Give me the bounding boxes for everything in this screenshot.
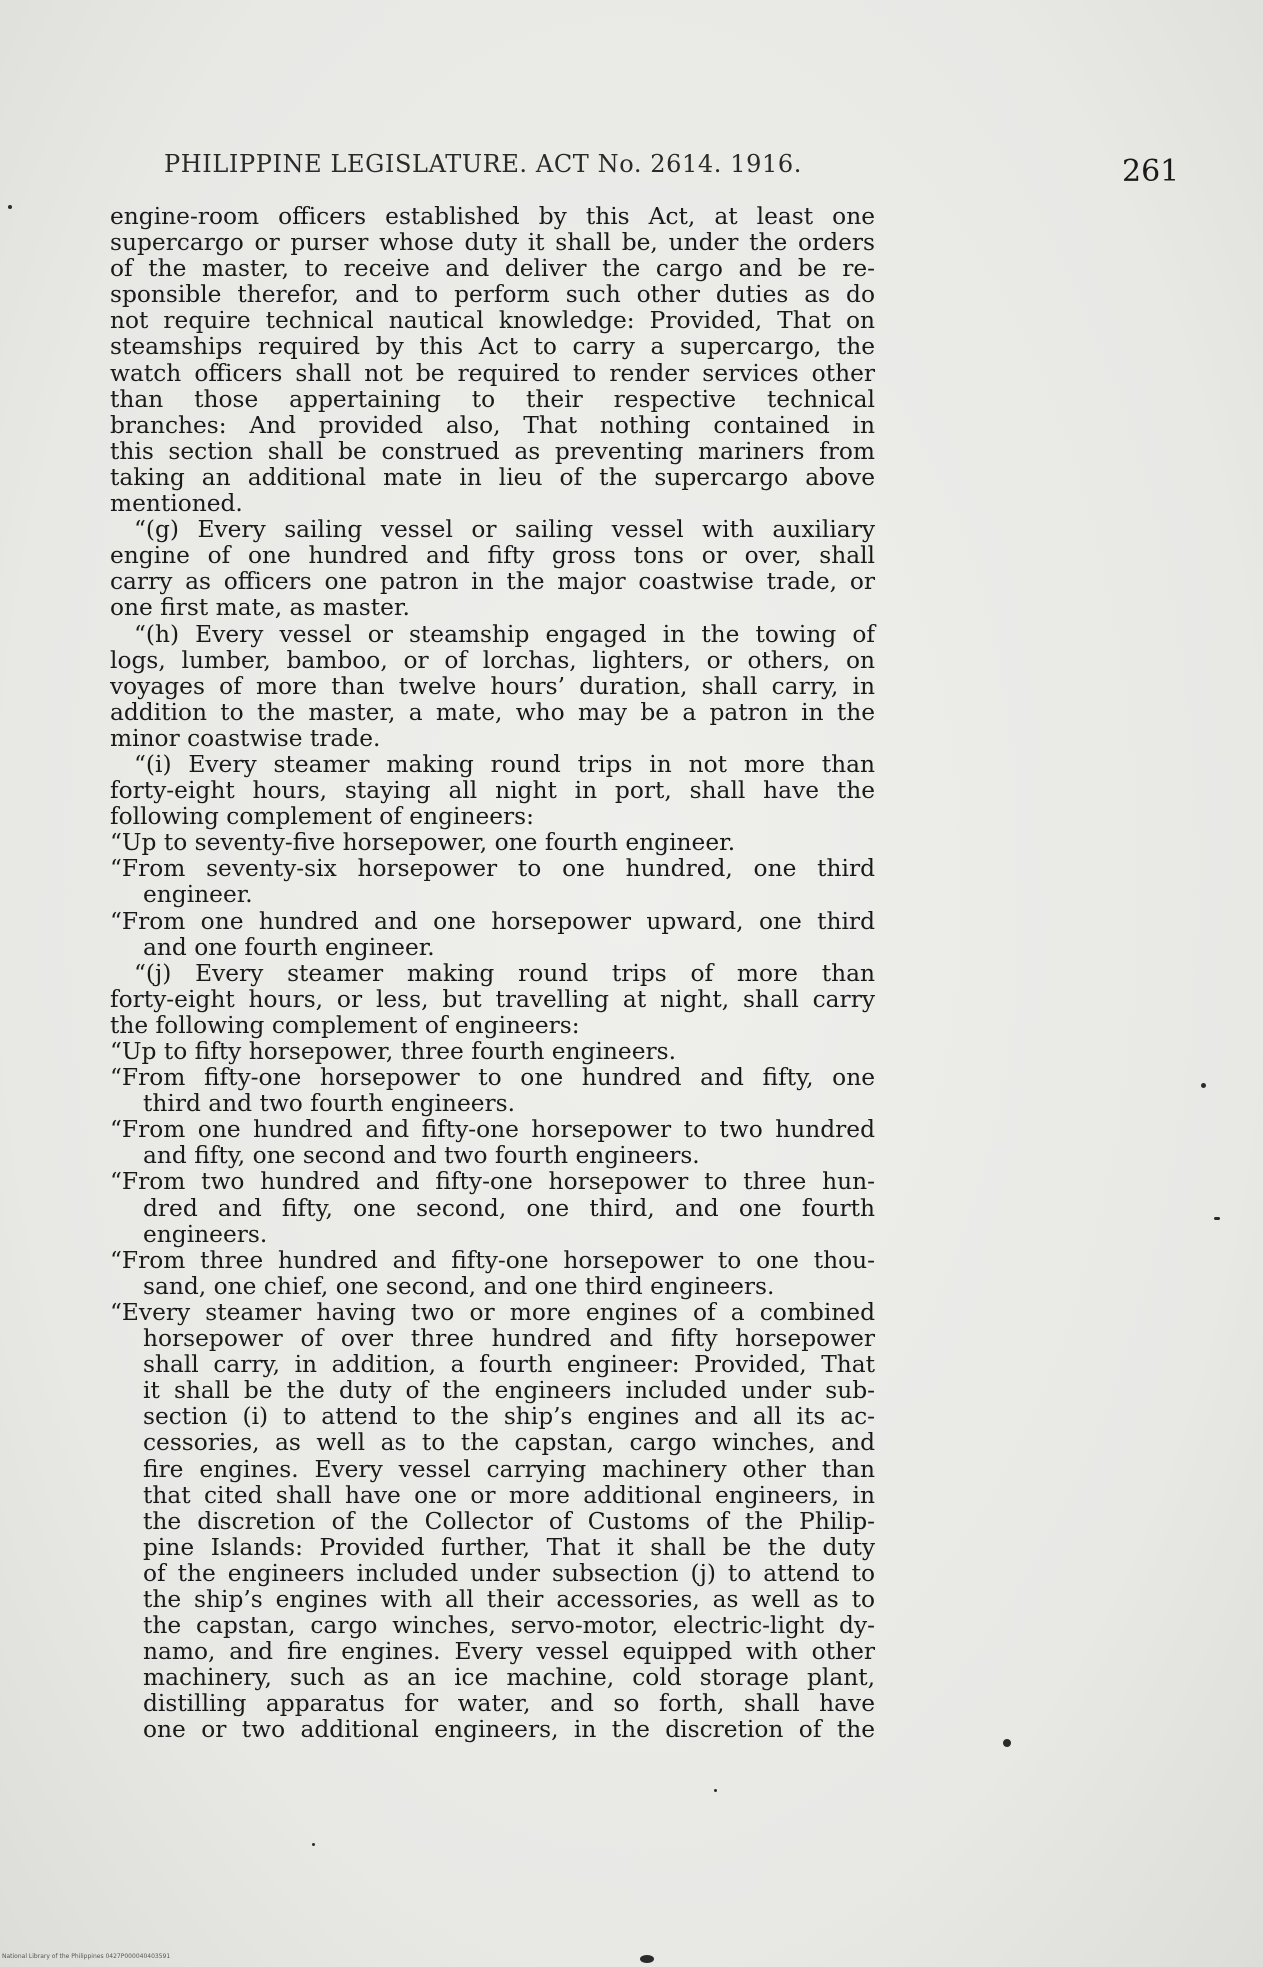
text-line: “(g) Every sailing vessel or sailing vessel with auxiliary [134, 516, 875, 544]
scan-speck [1003, 1739, 1011, 1747]
text-line: namo, and fire engines. Every vessel equipped with other [143, 1638, 875, 1666]
scan-speck [1214, 1217, 1220, 1220]
text-line: watch officers shall not be required to render services other [110, 359, 875, 387]
text-line: engineers. [143, 1220, 268, 1248]
text-line: mentioned. [110, 490, 243, 518]
text-line: “(i) Every steamer making round trips in not more than [134, 750, 875, 778]
text-line: this section shall be construed as preventing mariners from [110, 437, 875, 465]
scan-speck [1201, 1083, 1206, 1088]
text-line: “From one hundred and fifty-one horsepower to two hundred [110, 1116, 875, 1144]
text-line: the following complement of engineers: [110, 1011, 580, 1039]
text-line: “Up to fifty horsepower, three fourth engineers. [110, 1038, 676, 1065]
text-line: one or two additional engineers, in the discretion of the [143, 1716, 875, 1744]
text-line: engine of one hundred and fifty gross tons or over, shall [110, 542, 875, 570]
text-line: machinery, such as an ice machine, cold storage plant, [143, 1664, 875, 1692]
text-line: dred and fifty, one second, one third, and one fourth [143, 1194, 875, 1222]
text-line: horsepower of over three hundred and fifty horsepower [143, 1325, 875, 1353]
text-line: pine Islands: Provided further, That it shall be the duty [143, 1533, 875, 1561]
page-number: 261 [1122, 154, 1180, 189]
text-line: addition to the master, a mate, who may be a patron in the [110, 698, 875, 726]
text-line: that cited shall have one or more additional engineers, in [143, 1481, 875, 1509]
text-line: sponsible therefor, and to perform such other duties as do [110, 281, 875, 309]
text-line: section (i) to attend to the ship’s engines and all its ac- [143, 1403, 875, 1431]
text-line: “From three hundred and fifty-one horsepower to one thou- [110, 1246, 875, 1274]
text-line: cessories, as well as to the capstan, cargo winches, and [143, 1429, 875, 1457]
text-line: third and two fourth engineers. [143, 1090, 516, 1118]
text-line: one first mate, as master. [110, 594, 410, 622]
body-text [110, 204, 875, 1744]
scan-speck [8, 205, 12, 209]
scan-speck [640, 1955, 654, 1963]
text-line: “Up to seventy-five horsepower, one fourth engineer. [110, 829, 736, 857]
text-line: and one fourth engineer. [143, 933, 435, 961]
text-line: engine-room officers established by this Act, at least one [110, 203, 875, 230]
text-line: of the master, to receive and deliver the cargo and be re- [110, 255, 875, 283]
text-line: “From fifty-one horsepower to one hundred and fifty, one [110, 1064, 875, 1092]
text-line: than those appertaining to their respective technical [110, 385, 875, 413]
text-line: “From seventy-six horsepower to one hundred, one third [110, 855, 875, 883]
text-line: branches: And provided also, That nothing contained in [110, 411, 875, 439]
text-line: sand, one chief, one second, and one third engineers. [143, 1272, 775, 1300]
text-line: supercargo or purser whose duty it shall be, under the orders [110, 229, 875, 257]
text-line: voyages of more than twelve hours’ duration, shall carry, in [110, 672, 875, 700]
text-line: logs, lumber, bamboo, or of lorchas, lighters, or others, on [110, 646, 875, 674]
text-line: minor coastwise trade. [110, 724, 381, 752]
text-line: the discretion of the Collector of Customs of the Philip- [143, 1507, 875, 1535]
scan-credit: National Library of the Philippines 0427P000040403591 [2, 1953, 171, 1960]
text-line: “(j) Every steamer making round trips of more than [134, 959, 875, 987]
text-line: forty-eight hours, or less, but travelling at night, shall carry [110, 985, 875, 1013]
scan-speck [714, 1789, 717, 1792]
text-line: “From one hundred and one horsepower upward, one third [110, 907, 875, 935]
text-line: “From two hundred and fifty-one horsepower to three hun- [110, 1168, 875, 1196]
text-line: engineer. [143, 881, 253, 909]
running-head: PHILIPPINE LEGISLATURE. ACT No. 2614. 1916. [164, 150, 802, 178]
text-line: not require technical nautical knowledge: Provided, That on [110, 307, 875, 335]
text-line: and fifty, one second and two fourth engineers. [143, 1142, 700, 1170]
text-line: steamships required by this Act to carry a supercargo, the [110, 333, 875, 361]
text-line: it shall be the duty of the engineers included under sub- [143, 1377, 875, 1405]
text-line: taking an additional mate in lieu of the supercargo above [110, 463, 875, 491]
text-line: the capstan, cargo winches, servo-motor, electric-light dy- [143, 1612, 875, 1640]
text-line: the ship’s engines with all their accessories, as well as to [143, 1585, 875, 1613]
text-line: “(h) Every vessel or steamship engaged in the towing of [134, 620, 875, 648]
text-line: distilling apparatus for water, and so forth, shall have [143, 1690, 875, 1718]
text-line: fire engines. Every vessel carrying machinery other than [143, 1455, 875, 1483]
text-line: of the engineers included under subsection (j) to attend to [143, 1559, 875, 1587]
text-line: “Every steamer having two or more engines of a combined [110, 1298, 875, 1326]
text-line: forty-eight hours, staying all night in port, shall have the [110, 777, 875, 805]
scan-speck [312, 1843, 315, 1846]
text-line: carry as officers one patron in the major coastwise trade, or [110, 568, 875, 596]
text-line: following complement of engineers: [110, 803, 534, 831]
text-line: shall carry, in addition, a fourth engineer: Provided, That [143, 1351, 875, 1379]
